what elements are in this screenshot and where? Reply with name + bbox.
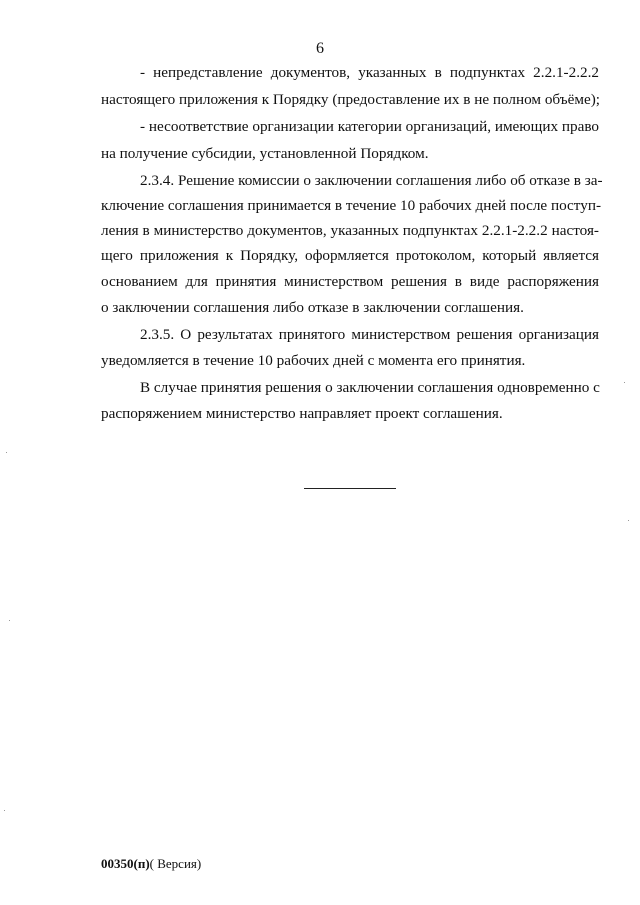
text-line: ключение соглашения принимается в течение 10 рабочих дней после поступ- [101, 197, 601, 214]
text-line: на получение субсидии, установленной Порядком. [101, 145, 429, 162]
separator-line [304, 488, 396, 489]
text-line: основанием для принятия министерством решения в виде распоряжения [101, 273, 599, 290]
scan-speck [628, 520, 629, 521]
text-line: щего приложения к Порядку, оформляется протоколом, который является [101, 247, 599, 264]
text-line: В случае принятия решения о заключении соглашения одновременно с [140, 379, 600, 396]
text-line: ления в министерство документов, указанных подпунктах 2.2.1-2.2.2 настоя- [101, 222, 599, 239]
text-line: распоряжением министерство направляет проект соглашения. [101, 405, 503, 422]
document-code [101, 856, 201, 872]
text-line: 2.3.4. Решение комиссии о заключении соглашения либо об отказе в за- [140, 172, 603, 189]
text-line: уведомляется в течение 10 рабочих дней с момента его принятия. [101, 352, 526, 369]
text-line: 2.3.5. О результатах принятого министерством решения организация [140, 326, 599, 343]
scan-speck [9, 620, 10, 621]
page-number: 6 [316, 40, 324, 57]
scan-speck [4, 810, 5, 811]
scan-speck [6, 452, 7, 453]
text-line: - непредставление документов, указанных в подпунктах 2.2.1-2.2.2 [140, 64, 599, 81]
document-version: ( Версия) [149, 856, 202, 871]
text-line: о заключении соглашения либо отказе в заключении соглашения. [101, 299, 524, 316]
document-code-number: 00350(п) [101, 856, 150, 871]
scan-speck [624, 382, 625, 383]
text-line: - несоответствие организации категории организаций, имеющих право [140, 118, 599, 135]
text-line: настоящего приложения к Порядку (предоставление их в не полном объёме); [101, 91, 600, 108]
